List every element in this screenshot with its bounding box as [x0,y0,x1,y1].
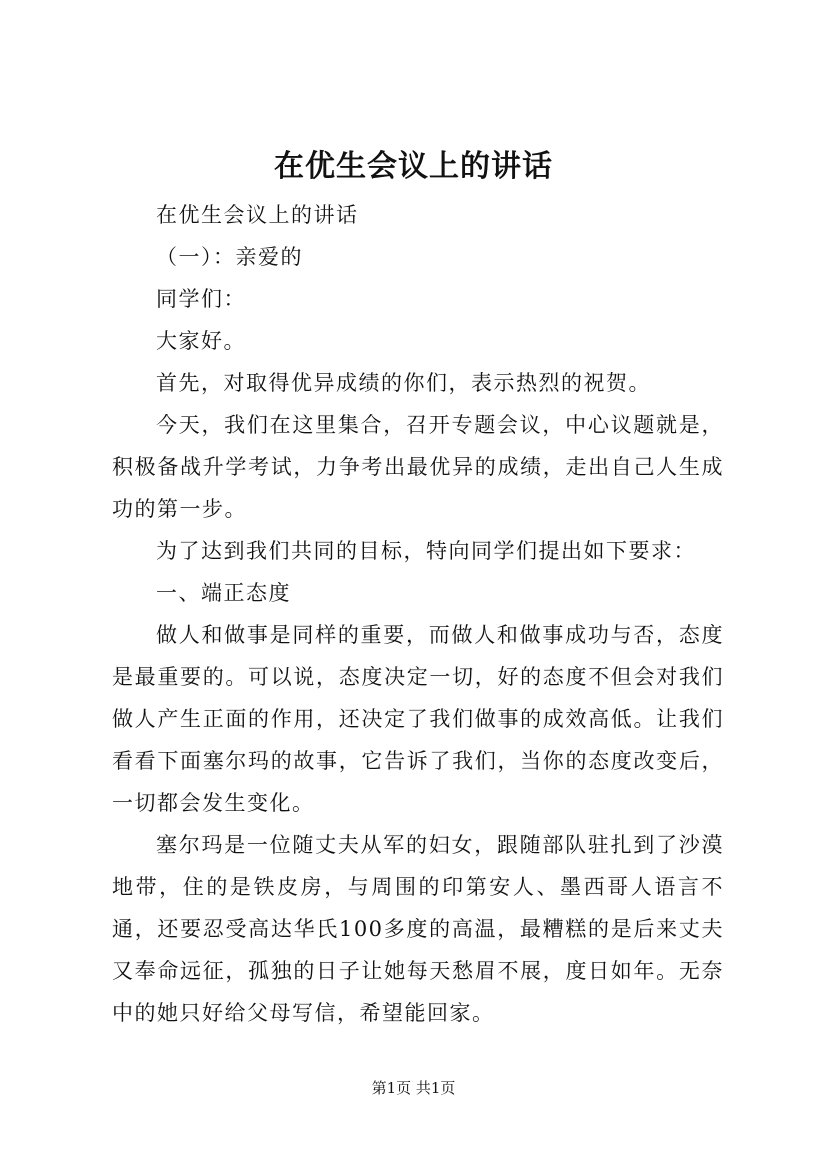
paragraph-subtitle: 在优生会议上的讲话 [156,203,359,227]
paragraph-salutation: 同学们： [156,287,246,311]
document-title: 在优生会议上的讲话 [274,149,553,184]
paragraph-heading-attitude: 一、端正态度 [156,581,291,605]
paragraph-congratulations: 首先，对取得优异成绩的你们，表示热烈的祝贺。 [156,371,651,395]
paragraph-thelma-story: 塞尔玛是一位随丈夫从军的妇女，跟随部队驻扎到了沙漠地带，住的是铁皮房，与周围的印第安人、墨西哥人语言不通，还要忍受高达华氏100多度的高温，最糟糕的是后来丈夫又奉命远征，孤独的日子让她每天愁眉不展，度日如年。无奈中的她只好给父母写信，希望能回家。 [112,833,724,1025]
paragraph-greeting: 大家好。 [156,329,246,353]
paragraph-section-one: （一）：亲爱的 [156,245,303,269]
paragraph-meeting-topic: 今天，我们在这里集合，召开专题会议，中心议题就是，积极备战升学考试，力争考出最优异的成绩，走出自己人生成功的第一步。 [112,413,724,521]
paragraph-requirements-intro: 为了达到我们共同的目标，特向同学们提出如下要求： [156,539,696,563]
document-body [112,194,724,1034]
page-footer: 第1页 共1页 [371,1079,456,1097]
paragraph-attitude: 做人和做事是同样的重要，而做人和做事成功与否，态度是最重要的。可以说，态度决定一切，好的态度不但会对我们做人产生正面的作用，还决定了我们做事的成效高低。让我们看看下面塞尔玛的故事，它告诉了我们，当你的态度改变后，一切都会发生变化。 [112,623,724,815]
